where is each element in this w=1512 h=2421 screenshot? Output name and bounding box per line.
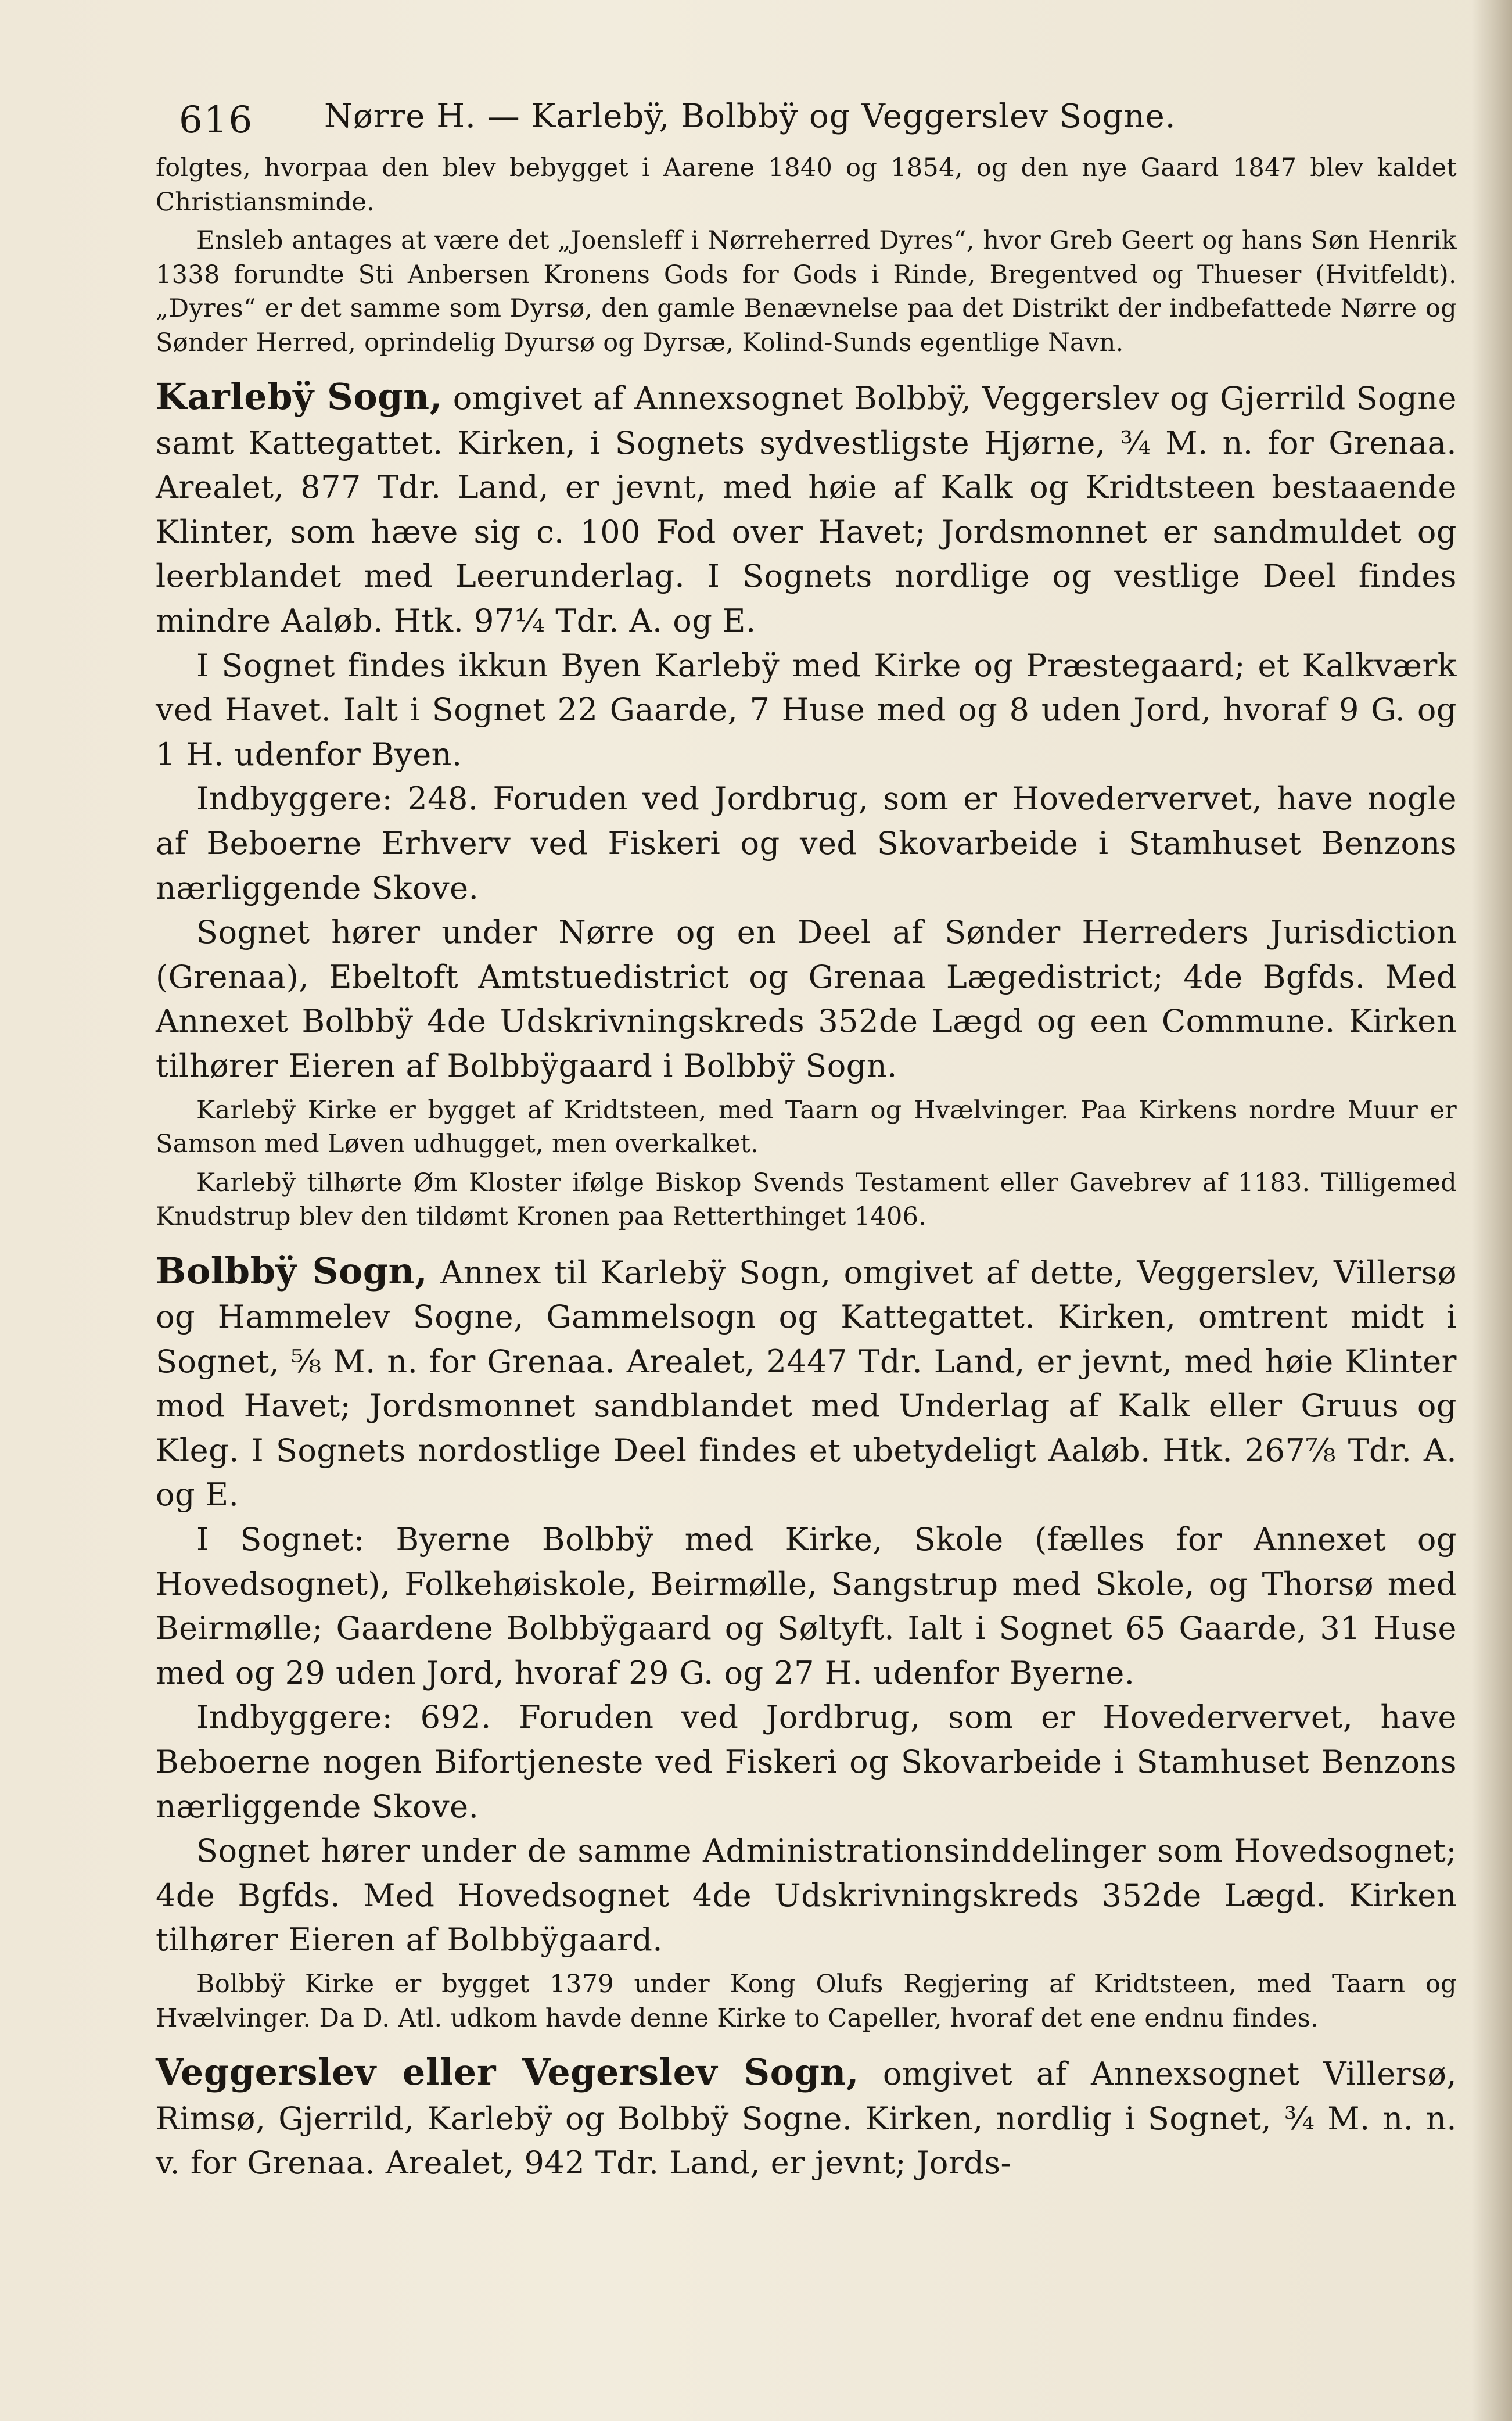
page-edge	[1471, 0, 1512, 2421]
paragraph-text: Bolbbÿ Kirke er bygget 1379 under Kong Olufs Regjering af Kridtsteen, med Taarn og Hvælvinger. Da D. Atl. udkom havde denne Kirke to Capeller, hvoraf det ene endnu findes.	[156, 1970, 1457, 2033]
paragraph-text: Karlebÿ tilhørte Øm Kloster ifølge Biskop Svends Testament eller Gavebrev af 1183. Tilligemed Knudstrup blev den tildømt Kronen paa Retterthinget 1406.	[156, 1168, 1457, 1231]
section-heading: Bolbbÿ Sogn,	[156, 1249, 428, 1292]
paragraph-text: I Sognet: Byerne Bolbbÿ med Kirke, Skole (fælles for Annexet og Hovedsognet), Folkehøiskole, Beirmølle, Sangstrup med Skole, og Thorsø med Beirmølle; Gaardene Bolbbÿgaard og Søltyft. Ialt i Sognet 65 Gaarde, 31 Huse med og 29 uden Jord, hvoraf 29 G. og 27 H. udenfor Byerne.	[156, 1521, 1457, 1691]
section-paragraph	[156, 375, 1457, 644]
paragraph-text: Sognet hører under de samme Administrationsinddelinger som Hovedsognet; 4de Bgfds. Med Hovedsognet 4de Udskrivningskreds 352de Lægd. Kirken tilhører Eieren af Bolbbÿgaard.	[156, 1832, 1457, 1959]
paragraph-text: Annex til Karlebÿ Sogn, omgivet af dette, Veggerslev, Villersø og Hammelev Sogne, Gammelsogn og Kattegattet. Kirken, omtrent midt i Sognet, ⅝ M. n. for Grenaa. Arealet, 2447 Tdr. Land, er jevnt, med høie Klinter mod Havet; Jordsmonnet sandblandet med Underlag af Kalk eller Gruus og Kleg. I Sognets nordostlige Deel findes et ubetydeligt Aaløb. Htk. 267⅞ Tdr. A. og E.	[156, 1254, 1457, 1513]
text-paragraph	[156, 777, 1457, 910]
text-paragraph	[156, 1829, 1457, 1963]
text-body	[156, 151, 1457, 2186]
text-paragraph	[156, 910, 1457, 1088]
text-paragraph	[156, 1518, 1457, 1695]
text-paragraph	[156, 1166, 1457, 1234]
paragraph-text: I Sognet findes ikkun Byen Karlebÿ med Kirke og Præstegaard; et Kalkværk ved Havet. Ialt i Sognet 22 Gaarde, 7 Huse med og 8 uden Jord, hvoraf 9 G. og 1 H. udenfor Byen.	[156, 647, 1457, 773]
paragraph-text: omgivet af Annexsognet Villersø, Rimsø, Gjerrild, Karlebÿ og Bolbbÿ Sogne. Kirken, nordlig i Sognet, ¾ M. n. n. v. for Grenaa. Arealet, 942 Tdr. Land, er jevnt; Jords-	[156, 2056, 1457, 2182]
paragraph-text: Ensleb antages at være det „Joensleff i Nørreherred Dyres“, hvor Greb Geert og hans Søn Henrik 1338 forundte Sti Anbersen Kronens Gods for Gods i Rinde, Bregentved og Thueser (Hvitfeldt). „Dyres“ er det samme som Dyrsø, den gamle Benævnelse paa det Distrikt der indbefattede Nørre og Sønder Herred, oprindelig Dyursø og Dyrsæ, Kolind-Sunds egentlige Navn.	[156, 226, 1457, 357]
paragraph-text: Indbyggere: 692. Foruden ved Jordbrug, som er Hovedervervet, have Beboerne nogen Bifortjeneste ved Fiskeri og Skovarbeide i Stamhuset Benzons nærliggende Skove.	[156, 1699, 1457, 1825]
paragraph-text: Indbyggere: 248. Foruden ved Jordbrug, som er Hovedervervet, have nogle af Beboerne Erhverv ved Fiskeri og ved Skovarbeide i Stamhuset Benzons nærliggende Skove.	[156, 780, 1457, 906]
text-paragraph	[156, 1093, 1457, 1161]
paragraph-text: Sognet hører under Nørre og en Deel af Sønder Herreders Jurisdiction (Grenaa), Ebeltoft Amtstuedistrict og Grenaa Lægedistrict; 4de Bgfds. Med Annexet Bolbbÿ 4de Udskrivningskreds 352de Lægd og een Commune. Kirken tilhører Eieren af Bolbbÿgaard i Bolbbÿ Sogn.	[156, 914, 1457, 1084]
section-heading: Veggerslev eller Vegerslev Sogn,	[156, 2051, 859, 2093]
section-paragraph	[156, 1249, 1457, 1518]
paragraph-text: omgivet af Annexsognet Bolbbÿ, Veggerslev og Gjerrild Sogne samt Kattegattet. Kirken, i Sognets sydvestligste Hjørne, ¾ M. n. for Grenaa. Arealet, 877 Tdr. Land, er jevnt, med høie af Kalk og Kridtsteen bestaaende Klinter, som hæve sig c. 100 Fod over Havet; Jordsmonnet er sandmuldet og leerblandet med Leerunderlag. I Sognets nordlige og vestlige Deel findes mindre Aaløb. Htk. 97¼ Tdr. A. og E.	[156, 380, 1457, 639]
paragraph-text: folgtes, hvorpaa den blev bebygget i Aarene 1840 og 1854, og den nye Gaard 1847 blev kaldet Christiansminde.	[156, 153, 1457, 217]
section-paragraph	[156, 2050, 1457, 2186]
text-paragraph	[156, 151, 1457, 219]
text-paragraph	[156, 224, 1457, 360]
content	[156, 87, 1457, 2186]
page-header	[156, 87, 1457, 151]
page-number: 616	[179, 99, 254, 142]
section-heading: Karlebÿ Sogn,	[156, 375, 443, 418]
running-head: Nørre H. — Karlebÿ, Bolbbÿ og Veggerslev Sogne.	[324, 98, 1176, 135]
text-paragraph	[156, 644, 1457, 777]
paragraph-text: Karlebÿ Kirke er bygget af Kridtsteen, med Taarn og Hvælvinger. Paa Kirkens nordre Muur er Samson med Løven udhugget, men overkalket.	[156, 1095, 1457, 1159]
text-paragraph	[156, 1967, 1457, 2035]
text-paragraph	[156, 1695, 1457, 1829]
